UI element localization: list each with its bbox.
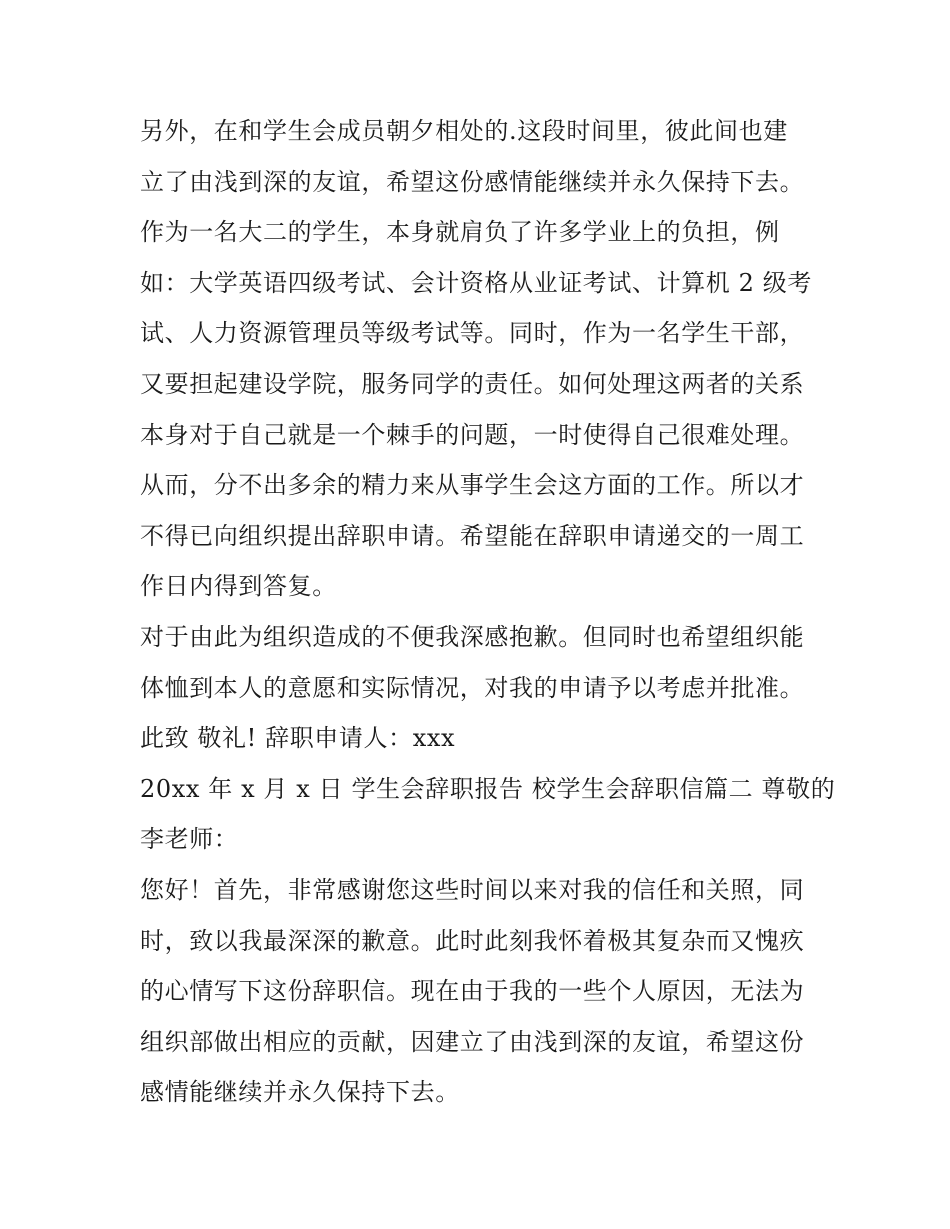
- text-line: 不得已向组织提出辞职申请。希望能在辞职申请递交的一周工: [140, 521, 805, 550]
- text-line: 作日内得到答复。: [140, 572, 337, 601]
- text-line: 您好！首先，非常感谢您这些时间以来对我的信任和关照，同: [140, 875, 805, 904]
- text-line: 立了由浅到深的友谊，希望这份感情能继续并永久保持下去。: [140, 167, 805, 196]
- text-line: 如：大学英语四级考试、会计资格从业证考试、计算机 2 级考: [140, 268, 812, 297]
- salutation-line: 李老师：: [140, 825, 239, 854]
- text-line: 对于由此为组织造成的不便我深感抱歉。但同时也希望组织能: [140, 622, 805, 651]
- body-text: [140, 106, 836, 1118]
- text-line: 时，致以我最深深的歉意。此时此刻我怀着极其复杂而又愧疚: [140, 926, 805, 955]
- text-line: 组织部做出相应的贡献，因建立了由浅到深的友谊，希望这份: [140, 1027, 805, 1056]
- text-line: 体恤到本人的意愿和实际情况，对我的申请予以考虑并批准。: [140, 673, 805, 702]
- text-line: 另外，在和学生会成员朝夕相处的.这段时间里，彼此间也建: [140, 117, 788, 145]
- signature-line: 此致 敬礼! 辞职申请人：xxx: [140, 724, 456, 753]
- date-title-line: 20xx 年 x 月 x 日 学生会辞职报告 校学生会辞职信篇二 尊敬的: [140, 774, 836, 803]
- text-line: 感情能继续并永久保持下去。: [140, 1078, 460, 1107]
- text-line: 的心情写下这份辞职信。现在由于我的一些个人原因，无法为: [140, 977, 805, 1006]
- text-line: 从而，分不出多余的精力来从事学生会这方面的工作。所以才: [140, 471, 805, 500]
- text-line: 试、人力资源管理员等级考试等。同时，作为一名学生干部，: [140, 319, 805, 348]
- text-line: 本身对于自己就是一个棘手的问题，一时使得自己很难处理。: [140, 420, 805, 449]
- text-line: 作为一名大二的学生，本身就肩负了许多学业上的负担，例: [140, 218, 780, 247]
- text-line: 又要担起建设学院，服务同学的责任。如何处理这两者的关系: [140, 369, 805, 398]
